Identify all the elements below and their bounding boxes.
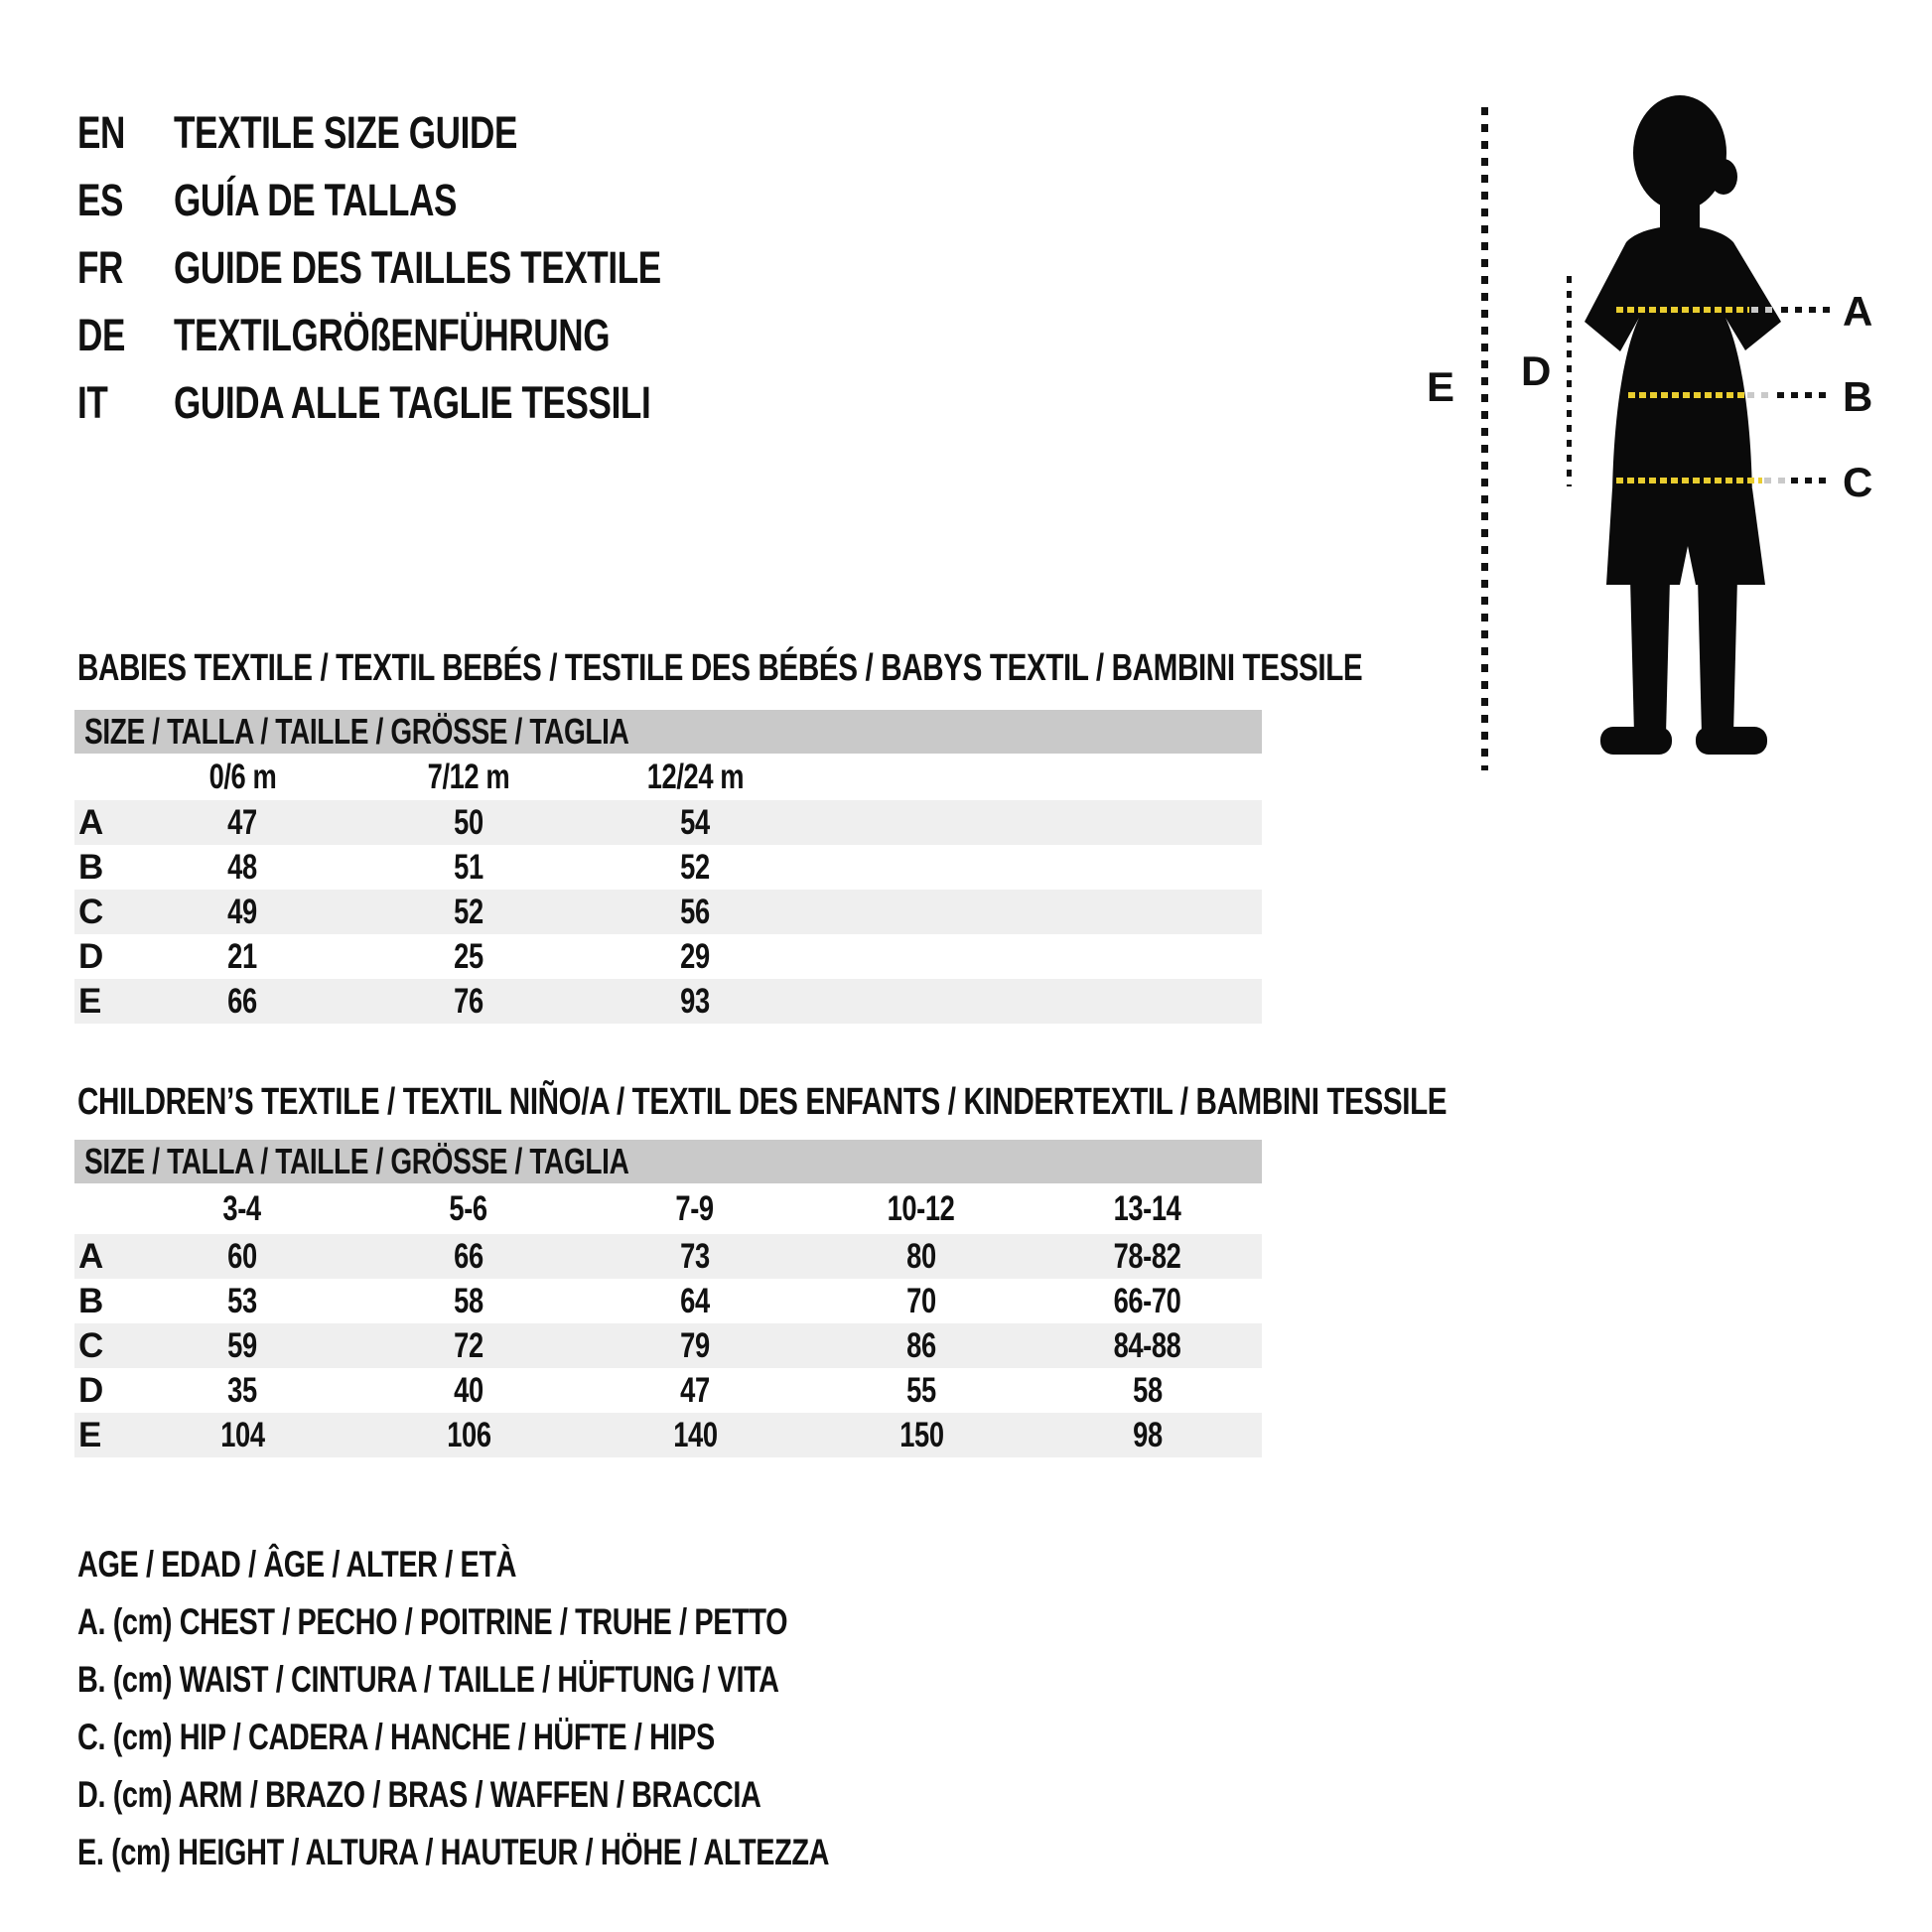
language-code: ES — [77, 175, 124, 225]
row-label: A — [78, 1237, 104, 1276]
legend-line: B. (cm) WAIST / CINTURA / TAILLE / HÜFTUNG / VITA — [77, 1659, 779, 1700]
measure-label-e: E — [1427, 363, 1455, 410]
value-cell: 106 — [446, 1416, 491, 1454]
hip-measure-line-c-fade — [1764, 478, 1789, 483]
language-code: IT — [77, 377, 108, 428]
value-cell: 84-88 — [1114, 1326, 1181, 1365]
row-label: D — [78, 937, 104, 976]
language-title: GUIDE DES TAILLES TEXTILE — [174, 242, 661, 293]
value-cell: 86 — [906, 1326, 936, 1365]
column-header-cell: 7-9 — [675, 1189, 715, 1228]
value-cell: 49 — [227, 893, 257, 931]
column-header-cell: 5-6 — [449, 1189, 488, 1228]
corner-cell — [74, 1183, 129, 1230]
value-cell: 66 — [454, 1237, 483, 1276]
value-cell: 40 — [454, 1371, 483, 1410]
measurement-legend — [77, 1536, 1041, 1881]
value-cell: 21 — [227, 937, 257, 976]
value-cell: 78-82 — [1114, 1237, 1181, 1276]
children-column-header-row — [74, 1183, 1262, 1234]
value-cell: 50 — [454, 803, 483, 842]
arm-measure-line-d — [1567, 276, 1572, 486]
row-label: D — [78, 1371, 104, 1410]
value-cell: 64 — [680, 1282, 710, 1320]
table-row — [74, 1234, 1262, 1279]
value-cell: 29 — [680, 937, 710, 976]
language-title: GUÍA DE TALLAS — [174, 175, 458, 225]
chest-measure-line-a-yellow — [1616, 307, 1749, 313]
value-cell: 47 — [680, 1371, 710, 1410]
value-cell: 73 — [680, 1237, 710, 1276]
waist-measure-line-b-fade — [1747, 392, 1775, 398]
measure-label-d: D — [1521, 347, 1552, 394]
value-cell: 72 — [454, 1326, 483, 1365]
column-header-cell: 13-14 — [1114, 1189, 1181, 1228]
children-section-title: CHILDREN’S TEXTILE / TEXTIL NIÑO/A / TEXTIL DES ENFANTS / KINDERTEXTIL / BAMBINI TESSILE — [77, 1081, 1448, 1123]
value-cell: 59 — [227, 1326, 257, 1365]
babies-size-table — [74, 710, 1262, 1024]
column-header-cell: 0/6 m — [208, 758, 276, 796]
babies-table-rows — [74, 800, 1262, 1024]
column-header-cell: 7/12 m — [427, 758, 510, 796]
legend-line: D. (cm) ARM / BRAZO / BRAS / WAFFEN / BRACCIA — [77, 1774, 761, 1815]
value-cell: 79 — [680, 1326, 710, 1365]
value-cell: 58 — [454, 1282, 483, 1320]
measure-label-a: A — [1843, 288, 1873, 335]
language-title: TEXTILE SIZE GUIDE — [174, 107, 517, 158]
language-title: TEXTILGRÖßENFÜHRUNG — [174, 310, 611, 360]
table-row — [74, 1279, 1262, 1323]
value-cell: 70 — [906, 1282, 936, 1320]
column-header-cell: 12/24 m — [646, 758, 744, 796]
language-row — [77, 234, 971, 302]
children-table-rows — [74, 1234, 1262, 1457]
table-row — [74, 845, 1262, 890]
row-label: A — [78, 803, 104, 842]
value-cell: 66 — [227, 982, 257, 1021]
language-row — [77, 302, 971, 369]
language-code: DE — [77, 310, 125, 360]
hip-measure-line-c-yellow — [1616, 478, 1762, 483]
measure-label-c: C — [1843, 459, 1873, 505]
language-list — [77, 99, 971, 437]
row-label: C — [78, 1326, 104, 1365]
table-row — [74, 1323, 1262, 1368]
waist-measure-line-b-yellow — [1628, 392, 1745, 398]
babies-section-title: BABIES TEXTILE / TEXTIL BEBÉS / TESTILE DES BÉBÉS / BABYS TEXTIL / BAMBINI TESSILE — [77, 647, 1363, 689]
chest-measure-line-a-fade — [1751, 307, 1779, 313]
value-cell: 76 — [454, 982, 483, 1021]
measure-label-b: B — [1843, 373, 1873, 420]
value-cell: 56 — [680, 893, 710, 931]
table-row — [74, 1368, 1262, 1413]
column-header-cell: 10-12 — [888, 1189, 955, 1228]
children-size-table — [74, 1140, 1262, 1457]
language-code: FR — [77, 242, 124, 293]
value-cell: 98 — [1133, 1416, 1163, 1454]
row-label: E — [78, 1416, 102, 1454]
value-cell: 48 — [227, 848, 257, 887]
value-cell: 104 — [219, 1416, 265, 1454]
value-cell: 66-70 — [1114, 1282, 1181, 1320]
table-row — [74, 979, 1262, 1024]
value-cell: 60 — [227, 1237, 257, 1276]
value-cell: 53 — [227, 1282, 257, 1320]
hip-measure-line-c-leader — [1791, 478, 1833, 483]
value-cell: 140 — [672, 1416, 718, 1454]
language-title: GUIDA ALLE TAGLIE TESSILI — [174, 377, 651, 428]
column-header-cell: 3-4 — [222, 1189, 262, 1228]
value-cell: 52 — [680, 848, 710, 887]
value-cell: 58 — [1133, 1371, 1163, 1410]
value-cell: 93 — [680, 982, 710, 1021]
table-row — [74, 890, 1262, 934]
value-cell: 47 — [227, 803, 257, 842]
legend-line: E. (cm) HEIGHT / ALTURA / HAUTEUR / HÖHE / ALTEZZA — [77, 1832, 830, 1872]
babies-column-header-row — [74, 754, 1262, 800]
babies-table-header-bar: SIZE / TALLA / TAILLE / GRÖSSE / TAGLIA — [74, 710, 1262, 754]
corner-cell — [74, 754, 129, 800]
legend-line: C. (cm) HIP / CADERA / HANCHE / HÜFTE / HIPS — [77, 1717, 715, 1757]
value-cell: 55 — [906, 1371, 936, 1410]
value-cell: 52 — [454, 893, 483, 931]
language-code: EN — [77, 107, 125, 158]
value-cell: 80 — [906, 1237, 936, 1276]
children-table-header-bar: SIZE / TALLA / TAILLE / GRÖSSE / TAGLIA — [74, 1140, 1262, 1183]
legend-line: AGE / EDAD / ÂGE / ALTER / ETÀ — [77, 1544, 517, 1585]
value-cell: 51 — [454, 848, 483, 887]
value-cell: 35 — [227, 1371, 257, 1410]
row-label: B — [78, 1282, 104, 1320]
table-row — [74, 800, 1262, 845]
table-row — [74, 1413, 1262, 1457]
value-cell: 25 — [454, 937, 483, 976]
row-label: B — [78, 848, 104, 887]
row-label: C — [78, 893, 104, 931]
value-cell: 54 — [680, 803, 710, 842]
row-label: E — [78, 982, 102, 1021]
language-row — [77, 369, 971, 437]
language-row — [77, 167, 971, 234]
table-row — [74, 934, 1262, 979]
waist-measure-line-b-leader — [1777, 392, 1833, 398]
legend-line: A. (cm) CHEST / PECHO / POITRINE / TRUHE / PETTO — [77, 1601, 788, 1642]
chest-measure-line-a-leader — [1781, 307, 1833, 313]
value-cell: 150 — [898, 1416, 944, 1454]
language-row — [77, 99, 971, 167]
